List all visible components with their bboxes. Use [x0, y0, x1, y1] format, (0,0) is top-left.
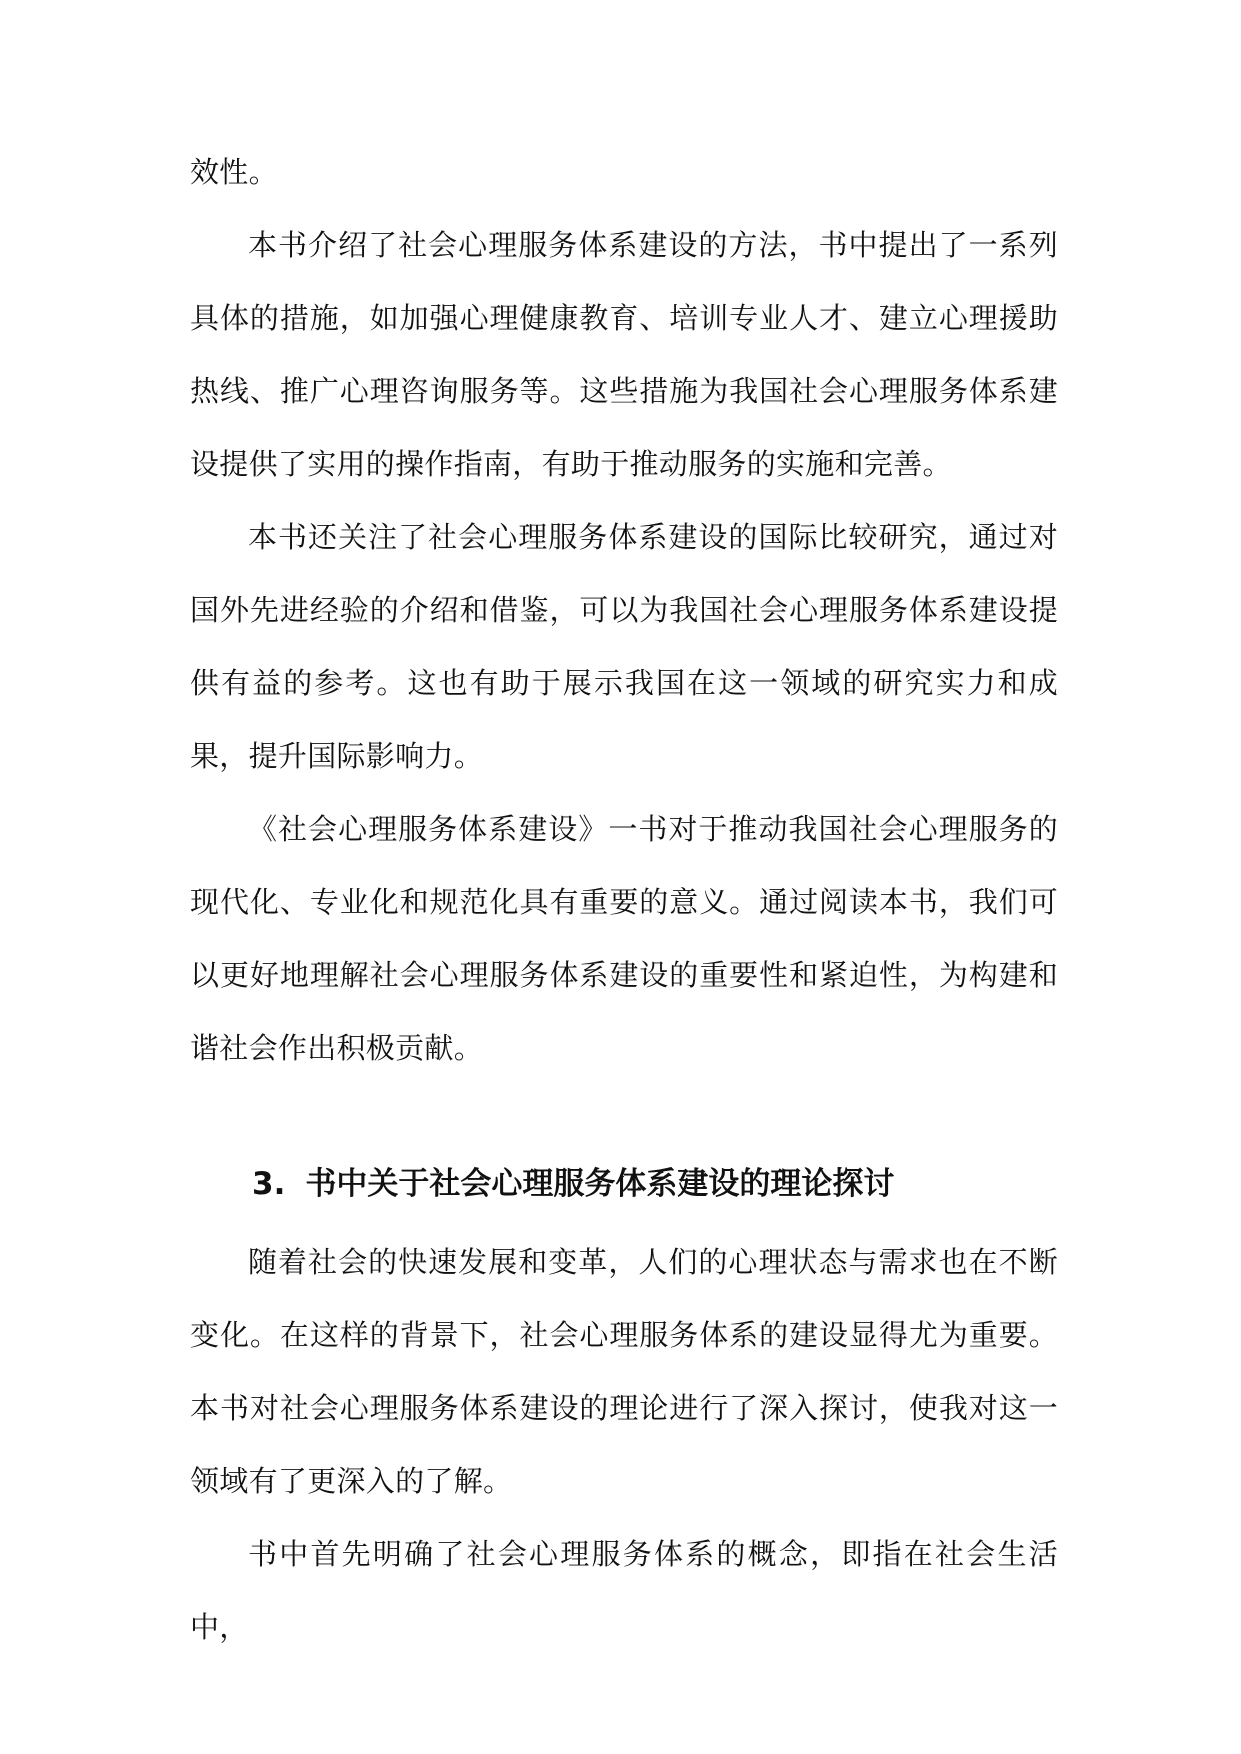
section-title: 书中关于社会心理服务体系建设的理论探讨	[305, 1166, 895, 1202]
paragraph: 本书还关注了社会心理服务体系建设的国际比较研究，通过对国外先进经验的介绍和借鉴，可以为我国社会心理服务体系建设提供有益的参考。这也有助于展示我国在这一领域的研究实力和成果，提升国际影响力。	[190, 520, 1058, 773]
body-text-upper	[190, 136, 1058, 1085]
paragraph: 效性。	[190, 155, 278, 189]
section-heading	[252, 1162, 894, 1206]
paragraph: 本书介绍了社会心理服务体系建设的方法，书中提出了一系列具体的措施，如加强心理健康教育、培训专业人才、建立心理援助热线、推广心理咨询服务等。这些措施为我国社会心理服务体系建设提供了实用的操作指南，有助于推动服务的实施和完善。	[190, 228, 1058, 481]
paragraph: 书中首先明确了社会心理服务体系的概念，即指在社会生活中，	[190, 1537, 1058, 1644]
paragraph: 随着社会的快速发展和变革，人们的心理状态与需求也在不断变化。在这样的背景下，社会心理服务体系的建设显得尤为重要。本书对社会心理服务体系建设的理论进行了深入探讨，使我对这一领域有了更深入的了解。	[190, 1245, 1058, 1498]
section-number: 3.	[252, 1166, 286, 1202]
paragraph: 《社会心理服务体系建设》一书对于推动我国社会心理服务的现代化、专业化和规范化具有重要的意义。通过阅读本书，我们可以更好地理解社会心理服务体系建设的重要性和紧迫性，为构建和谐社会作出积极贡献。	[190, 812, 1058, 1065]
body-text-lower	[190, 1226, 1058, 1664]
